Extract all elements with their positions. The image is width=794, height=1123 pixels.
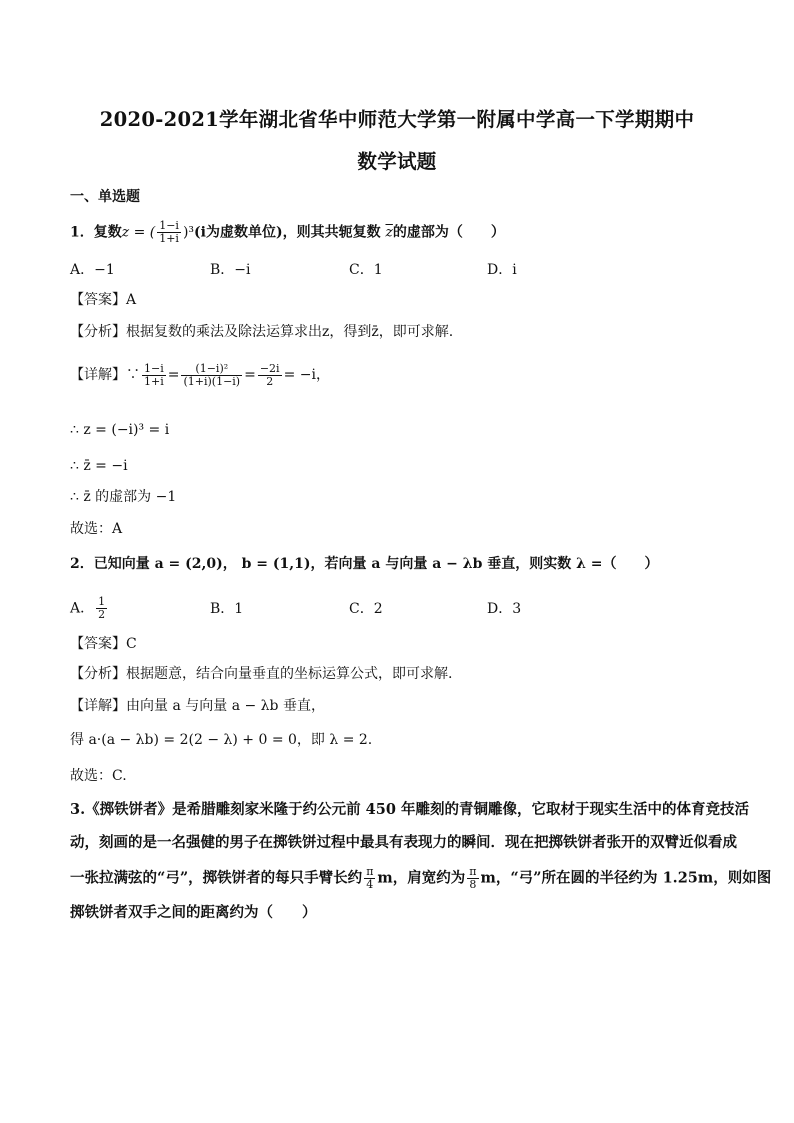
q2-option-a-fraction: $\frac{1}{2}$ xyxy=(98,595,106,621)
q1-note: (i为虚数单位)，则其共轭复数 xyxy=(194,224,381,241)
q2-choose: 故选：C. xyxy=(70,768,127,784)
q2-option-c: C．2 xyxy=(349,601,383,617)
q1-tail: 的虚部为（ ） xyxy=(392,224,505,241)
q1-option-b: B．−i xyxy=(210,262,251,278)
q1-zbar: $\overline{z}$ xyxy=(385,224,393,241)
q1-step1: ∴ z = (−i)³ = i xyxy=(70,422,170,438)
q1-fraction: $\frac{1-i}{1+i}$ xyxy=(159,219,179,245)
q1-expr-z: z = ( xyxy=(121,224,156,241)
q2-answer: 【答案】C xyxy=(70,636,137,652)
doc-title-line2: 数学试题 xyxy=(357,150,437,173)
q1-detail-frac2: $\frac{\text{(1−i)²}}{(1+i)(1-i)}$ xyxy=(183,361,241,388)
q2-stem: 2．已知向量 a = (2,0)， b = (1,1)，若向量 a 与向量 a − λb 垂直，则实数 λ =（ ） xyxy=(70,556,659,572)
q1-detail-frac1: $\frac{1-i}{1+i}$ xyxy=(144,361,164,388)
q1-analysis: 【分析】根据复数的乘法及除法运算求出z，得到z̄，即可求解. xyxy=(70,324,454,340)
q2-detail2: 得 a·(a − λb) = 2(2 − λ) + 0 = 0，即 λ = 2. xyxy=(70,732,373,748)
q1-step3: ∴ z̄ 的虚部为 −1 xyxy=(70,489,177,505)
q1-number: 1．复数 xyxy=(70,224,122,241)
q1-stem xyxy=(70,220,505,245)
q3-arm-fraction: $\frac{\pi}{4}$ xyxy=(366,865,374,891)
q2-detail: 【详解】由向量 a 与向量 a − λb 垂直， xyxy=(70,698,325,714)
q3-line2: 动，刻画的是一名强健的男子在掷铁饼过程中最具有表现力的瞬间．现在把掷铁饼者张开的双臂近似看成 xyxy=(70,834,737,851)
q3-shoulder-fraction: $\frac{\pi}{8}$ xyxy=(469,865,477,891)
q3-line4: 掷铁饼者双手之间的距离约为（ ） xyxy=(70,904,317,921)
q2-analysis: 【分析】根据题意，结合向量垂直的坐标运算公式，即可求解. xyxy=(70,666,453,682)
q2-option-a: A． $\frac{1}{2}$ xyxy=(70,595,106,621)
q1-detail: 【详解】∵ $\frac{1-i}{1+i}$ = $\frac{\text{(1−i)²}}{(1+i)(1-i)}$ = $\frac{-2i}{2}$ = −i， xyxy=(70,361,330,388)
section-heading: 一、单选题 xyxy=(70,189,140,205)
q1-option-a: A．−1 xyxy=(70,262,115,278)
q1-option-d: D．i xyxy=(487,262,517,278)
q1-detail-label: 【详解】∵ xyxy=(70,367,140,383)
q3-line1: 3.《掷铁饼者》是希腊雕刻家米隆于约公元前 450 年雕刻的青铜雕像，它取材于现实生活中的体育竞技活 xyxy=(70,801,749,818)
q3-line3: 一张拉满弦的“弓”，掷铁饼者的每只手臂长约 $\frac{\pi}{4}$ m，肩宽约为 $\frac{\pi}{8}$ m，“弓”所在圆的半径约为 1.25m，则如图 xyxy=(70,865,772,891)
q2-option-b: B．1 xyxy=(210,601,244,617)
q2-option-d: D．3 xyxy=(487,601,522,617)
q1-step2: ∴ z̄ = −i xyxy=(70,458,128,474)
q1-choose: 故选：A xyxy=(70,521,123,537)
q1-detail-tail: = −i， xyxy=(283,367,330,383)
doc-title-line1: 2020-2021学年湖北省华中师范大学第一附属中学高一下学期期中 xyxy=(99,108,695,131)
q1-detail-frac3: $\frac{-2i}{2}$ xyxy=(259,361,280,388)
q1-exponent: )³ xyxy=(182,224,195,241)
q1-option-c: C．1 xyxy=(349,262,383,278)
q1-answer: 【答案】A xyxy=(70,292,137,308)
